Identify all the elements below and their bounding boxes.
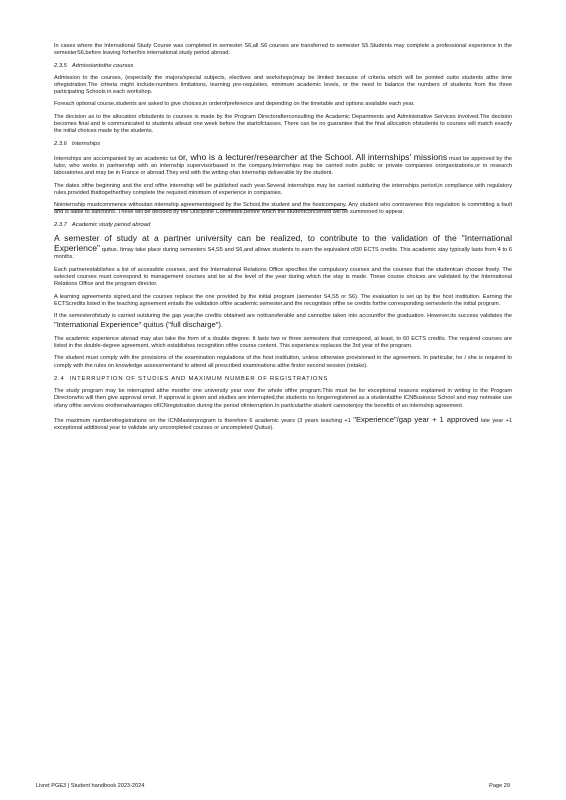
text-run: late year +1 exceptional additional year to validate any uncompleted courses or uncompleted Quitus). bbox=[54, 417, 513, 432]
section-title: Academic study period abroad bbox=[71, 221, 151, 228]
interruption-paragraph-1: The study program may be interrupted atthe mostfor one university year over the whole ofthe program.This must be for exceptional reasons explained in writing to the Program Directorwho will then give approval ornot. If approval is given and studies are interrupted,the students no longerregistered as a studentatthe ICNBusiness School and may notmake use ofany ofthe services orotheradvantages ofICNregistration during the period ofinterruption.In particularthe student cannotenjoy the benefits of an internship agreement. bbox=[54, 387, 512, 409]
text-run-medium: "International Experience" quitus ("full discharge"). bbox=[54, 320, 224, 330]
text-run: Internships are accompanied by an academic tut bbox=[54, 155, 177, 162]
section-number: 2.3.5 bbox=[54, 62, 67, 69]
admission-paragraph-1: Admission to the courses, (especially the majors/special subjects, electives and workshops)may be limited because of criteria which will be pointed outto students atthe time ofregistration.The criteria might include:numbers limitations, learning pre-requisites, minimum academic levels, or the need to balance the numbers of students from the three participating Schools in each workshop. bbox=[54, 74, 512, 96]
footer-document-title: Livret PGE3 | Student handbook 2023-2024 bbox=[36, 783, 145, 789]
section-2-3-5-heading bbox=[54, 63, 512, 70]
page-footer bbox=[36, 783, 510, 790]
text-run: If the semesterofstudy is carried outduring the gap year,the credits obtained are nottransferable and cannotbe taken into accountfor the graduation. However,its success validates the bbox=[54, 313, 512, 320]
internships-paragraph-2: The dates ofthe beginning and the end ofthe internship will be published each year.Several internships may be carried outduring the internships period,in compliance with regulatory rules,provided thattogetherthey complete the required minimum of experience in companies. bbox=[54, 182, 512, 196]
intro-paragraph: In cases where the International Study Course was completed in semester S6,all S6 courses are transferred to semester S5.Students may complete a professional experience in the semesterS6,before leaving forher/his international study period abroad. bbox=[54, 43, 512, 57]
text-run: Any student who contravenes this regulation is committing a fault and is liable to sanctions. These will be decided by the Discipline Committee,before which the studentconcerned will be summoned to appear. bbox=[54, 202, 513, 216]
text-run: must be approved by the tutor, who works in partnership with an internship supervisorbased in the company.Internships may be carried outin public or private companies ororganizations,or in research laboratories,and may be in France or abroad.They end with the writing ofan internship deliverable by the student. bbox=[54, 155, 512, 177]
underlined-sentence: Nointernship mustcommence withoutan internship agreementsigned by the School,the student and the hostcompany. bbox=[54, 202, 347, 209]
section-title: Internships bbox=[71, 140, 101, 147]
section-2-3-6-heading bbox=[54, 141, 512, 148]
study-abroad-paragraph-3: A learning agreements signed,and the courses replace the one provided by the initial program (semester S4,S5 or S6). The evaluation is set up by the host institution. Earning the ECTScredits listed in the teaching agreement entails the validation ofthe academic semester,and the recognition ofthe se credits forthe corresponding semesterin the initial program. bbox=[54, 293, 512, 307]
section-title: Admissiontothe courses bbox=[71, 62, 134, 69]
section-number: 2.3.7 bbox=[54, 221, 67, 228]
text-run-large: or, who is a lecturer/researcher at the School. All internships' missions bbox=[178, 151, 448, 162]
interruption-paragraph-2 bbox=[54, 415, 512, 433]
text-run-large: A semester of study at a partner university can be realized, to contribute to the validation of the "International Experience" bbox=[54, 232, 512, 254]
section-2-4-heading bbox=[54, 376, 512, 383]
admission-paragraph-3: The decision as to the allocation ofstudents to courses is made by the Program Directorafterconsulting the Academic Departments and Administrative Services involved.The decision becomes final and is communicated to students atleast one week before the startofclasses. There can be no guarantee that the final allocation ofstudents to courses will match exactly the initial choices made by the students. bbox=[54, 113, 512, 135]
study-abroad-paragraph-4 bbox=[54, 313, 512, 331]
admission-paragraph-2: Foreach optional course,students are asked to give choices,in orderofpreference and depending on the timetable and options available each year. bbox=[54, 101, 415, 108]
page-content bbox=[54, 43, 512, 437]
section-2-3-7-heading bbox=[54, 222, 512, 229]
study-abroad-paragraph-5: The academic experience abroad may also take the form of a double degree. It lasts two or three semesters that correspond, at least, to 60 ECTS credits. The required courses are listed in the double-degree agreement, which establishes recognition ofthe course content. This experience replaces the 3rd year of the program. bbox=[54, 335, 512, 350]
study-abroad-paragraph-6: The student must comply with the provisions of the examination regulations of the host institution, unless otherwise provisioned in the agreement. In particular, he / she is required to comply with the rules on knowledge assessmentand to attend all prescribed examinations atthe firstor second session (retake). bbox=[54, 355, 512, 369]
section-number: 2.3.6 bbox=[54, 140, 67, 147]
text-run-medium: "Experience"/gap year + 1 approved bbox=[353, 414, 479, 424]
study-abroad-paragraph-2: Each partnerestablishes a list of accessible courses, and the International Relations Office specifies the compulsory courses and the courses that the studentcan choose freely. The selected courses must correspond to management courses and be at the level of the year during which the stay is made. These course choices are validated by the International Relations Office and the program director. bbox=[54, 266, 512, 288]
study-abroad-paragraph-1 bbox=[54, 234, 512, 262]
text-run: The maximum numberofregistrations on the ICNMasterprogram is therefore 6 academic years (3 years teaching +1 bbox=[54, 417, 351, 424]
text-run: quitus. Itmay take place during semesters S4,S5 and S6,and allows students to earn the equivalent of30 ECTS credits. This academic stay typically lasts from 4 to 6 months. bbox=[54, 247, 512, 261]
internships-paragraph-3 bbox=[54, 202, 512, 217]
footer-page-number: Page 29 bbox=[489, 783, 510, 789]
internships-paragraph-1 bbox=[54, 153, 512, 178]
section-number: 2.4 bbox=[54, 375, 65, 382]
section-title: INTERRUPTION OF STUDIES AND MAXIMUM NUMBER OF REGISTRATIONS bbox=[69, 375, 329, 382]
